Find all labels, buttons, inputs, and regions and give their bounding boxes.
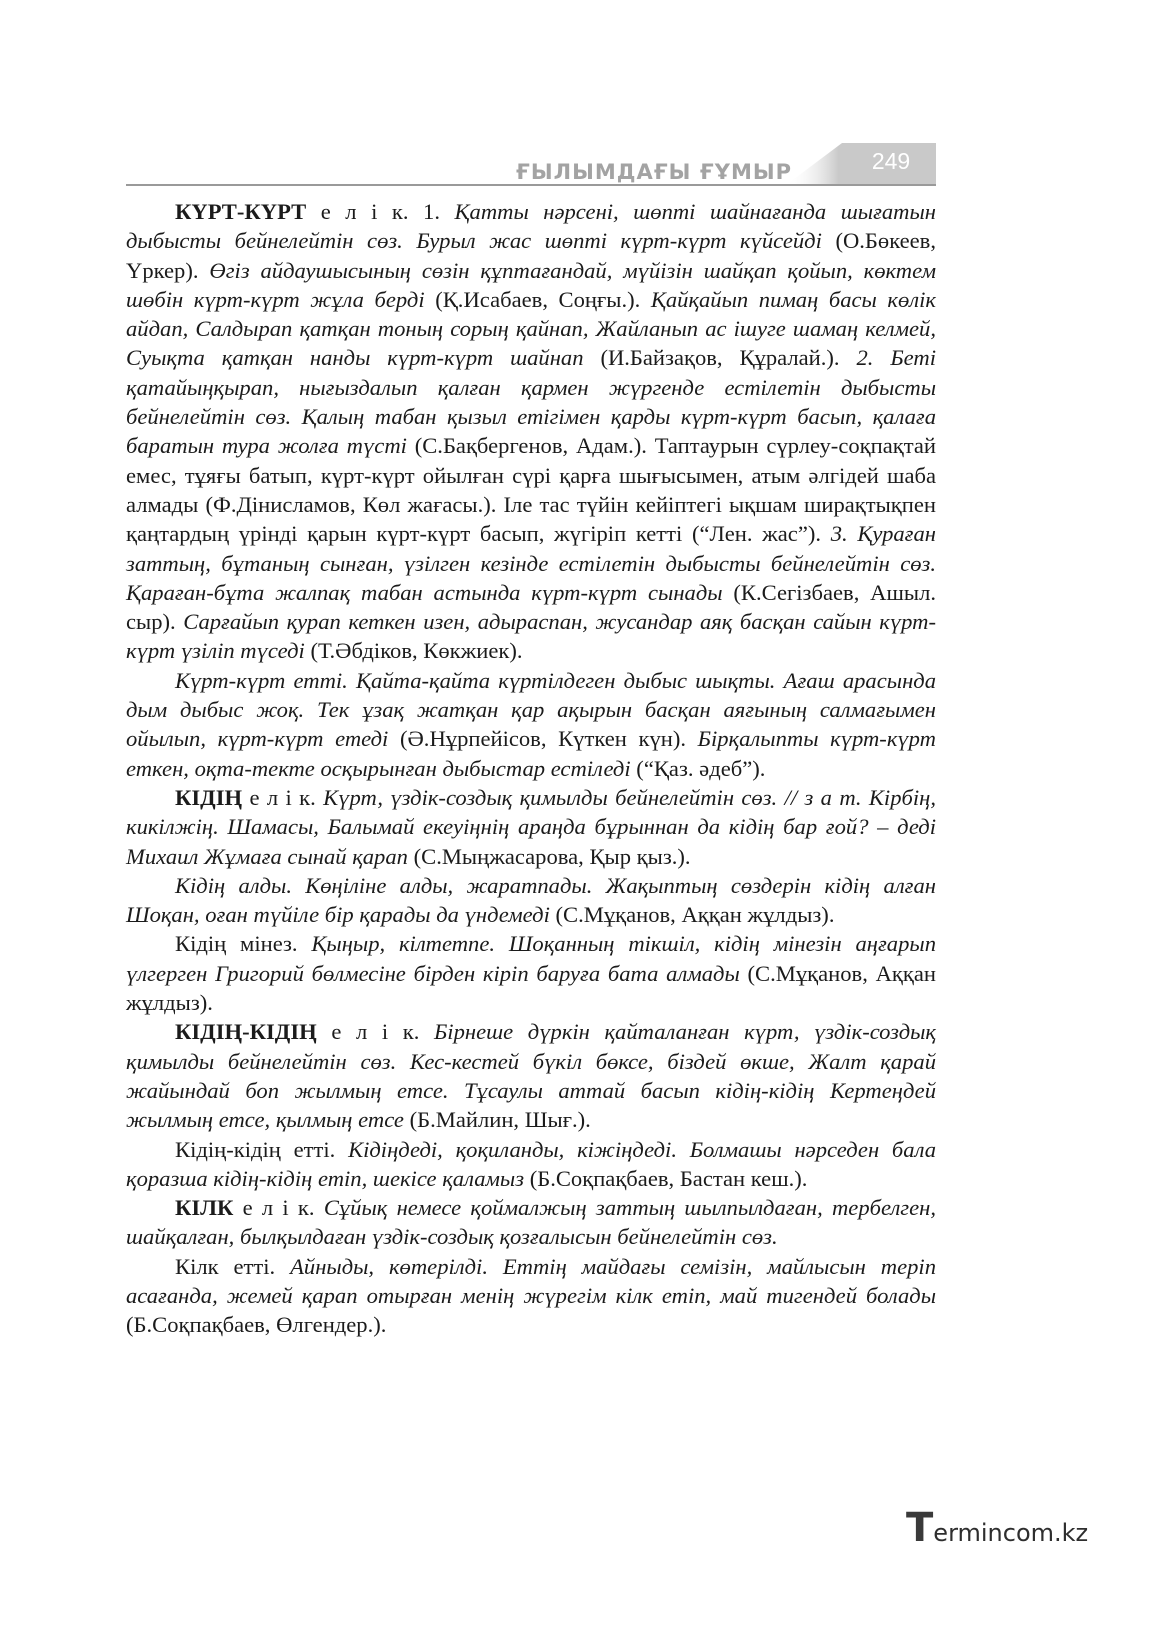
- citation-text: (“Қаз. әдеб”).: [630, 755, 766, 781]
- headword: КҮРТ-КҮРТ: [175, 199, 307, 224]
- definition-italic-text: Айныды, көтерілді. Еттің майдағы семізін, майлысын теріп асағанда, жемей қарап отырған менің жүрегім кілк етіп, май тигендей болады: [126, 1253, 936, 1308]
- dictionary-entry-paragraph: [126, 783, 936, 871]
- citation-text: (Б.Майлин, Шығ.).: [403, 1107, 591, 1133]
- termincom-logo: Termincom.kz: [906, 1505, 1089, 1551]
- page-number: 249: [871, 148, 911, 174]
- citation-text: е л і к.: [316, 1019, 434, 1045]
- headword: КІДІҢ-КІДІҢ: [175, 1019, 317, 1045]
- dictionary-entry-paragraph: [126, 929, 936, 1017]
- definition-italic-text: Күрт, үздік-создық қимылды бейнелейтін сөз. // з а т. Кірбің, кикілжің. Шамасы, Балымай екеуіңнің араңда бұрыннан да кідің бар ғой? – деді Михаил Жұмаға сынай қарап: [126, 784, 936, 869]
- definition-italic-text: Сарғайып қурап кеткен изен, адыраспан, жусандар аяқ басқан сайын күрт-күрт үзіліп түседі: [126, 609, 936, 664]
- citation-text: (О.Бөкеев, Үркер).: [126, 228, 936, 283]
- citation-text: Кідің-кідің етті.: [175, 1136, 349, 1162]
- headword: КІДІҢ: [175, 784, 243, 810]
- dictionary-entry-paragraph: [126, 1193, 936, 1252]
- citation-text: (К.Сегізбаев, Ашыл. сыр).: [126, 579, 936, 635]
- definition-italic-text: Бірнеше дүркін қайталанған күрт, үздік-создық қимылды бейнелейтін сөз. Кес-кестей бүкіл бөксе, біздей өкше, Жалт қарай жайындай боп жылмың етсе. Тұсаулы аттай басып кідің-кідің Кертеңдей жылмың етсе, қылмың етсе: [126, 1019, 936, 1133]
- dictionary-body: [126, 197, 936, 1340]
- dictionary-entry-paragraph: [126, 1135, 936, 1194]
- citation-text: (С.Бақбергенов, Адам.). Таптаурын сүрлеу-соқпақтай емес, тұяғы батып, күрт-күрт ойылған сүрі қарға шығысымен, атым әлгідей шаба алмады (Ф.Дінисламов, Көл жағасы.). Іле тас түйін кейіптегі ықшам ширақтықпен қаңтардың үрінді қарын күрт-күрт басып, жүгіріп кетті (“Лен. жас”).: [126, 433, 936, 547]
- definition-italic-text: Бірқалыпты күрт-күрт еткен, оқта-текте осқырынған дыбыстар естіледі: [126, 726, 936, 781]
- citation-text: (Б.Соқпақбаев, Өлгендер.).: [126, 1312, 387, 1338]
- running-header-title: ҒЫЛЫМДАҒЫ ҒҰМЫР: [515, 160, 792, 184]
- citation-text: (Ә.Нұрпейісов, Күткен күн).: [388, 726, 698, 752]
- definition-italic-text: Кідіңдеді, қоқиланды, кіжіңдеді. Болмашы нәрседен бала қоразша кідің-кідің етіп, шекісе қаламыз: [126, 1136, 936, 1191]
- dictionary-entry-paragraph: [126, 871, 936, 930]
- citation-text: е л і к.: [233, 1195, 324, 1221]
- dictionary-entry-paragraph: [126, 1017, 936, 1134]
- definition-italic-text: Өгіз айдаушысының сөзін құптағандай, мүйізін шайқап қойып, көктем шөбін күрт-күрт жұла берді: [126, 257, 936, 312]
- citation-text: (Қ.Исабаев, Соңғы.).: [424, 286, 651, 312]
- citation-text: (С.Мұқанов, Аққан жұлдыз).: [549, 902, 835, 928]
- definition-italic-text: Қатты нәрсені, шөпті шайнағанда шығатын дыбысты бейнелейтін сөз. Бурыл жас шөпті күрт-күрт күйсейді: [126, 199, 937, 254]
- citation-text: (Т.Әбдіков, Көкжиек).: [304, 638, 523, 664]
- dictionary-entry-paragraph: [126, 197, 936, 666]
- headword: КІЛК: [175, 1195, 234, 1221]
- citation-text: (Б.Соқпақбаев, Бастан кеш.).: [524, 1165, 808, 1191]
- definition-italic-text: 2. Беті қатайыңқырап, нығыздалып қалған қармен жүргенде естілетін дыбысты бейнелейтін сөз. Қалың табан қызыл етігімен қарды күрт-күрт басып, қалаға баратын тура жолға түсті: [126, 345, 936, 459]
- citation-text: е л і к.: [242, 784, 324, 810]
- definition-italic-text: Сұйық немесе қоймалжың заттың шылпылдаған, тербелген, шайқалған, былқылдаған үздік-создық қозғалысын бейнелейтін сөз.: [126, 1195, 937, 1250]
- dictionary-entry-paragraph: [126, 1252, 936, 1340]
- citation-text: (С.Мыңжасарова, Қыр қыз.).: [407, 843, 691, 869]
- definition-italic-text: Күрт-күрт етті. Қайта-қайта күртілдеген дыбыс шықты. Ағаш арасында дым дыбыс жоқ. Тек ұзақ жатқан қар ақырын басқан аяғының салмағымен ойылып, күрт-күрт етеді: [126, 667, 936, 752]
- definition-italic-text: 3. Қураған заттың, бұтаның сынған, үзілген кезінде естілетін дыбысты бейнелейтін сөз. Қараған-бұта жалпақ табан астында күрт-күрт сынады: [126, 521, 936, 605]
- citation-text: (И.Байзақов, Құралай.).: [583, 345, 857, 371]
- definition-italic-text: Кідің алды. Көңіліне алды, жаратпады. Жақыптың сөздерін кідің алған Шоқан, оған түйіле бір қарады да үндемеді: [126, 872, 936, 928]
- citation-text: Кілк етті.: [175, 1253, 291, 1279]
- citation-text: е л і к. 1.: [306, 199, 455, 224]
- citation-text: Кідің мінез.: [175, 931, 312, 957]
- definition-italic-text: Қайқайып пимаң басы көлік айдап, Салдырап қатқан тоның сорың қайнап, Жайланып ас ішуге шамаң келмей, Суықта қатқан нанды күрт-күрт шайнап: [126, 286, 936, 371]
- citation-text: (С.Мұқанов, Аққан жұлдыз).: [126, 960, 936, 1016]
- dictionary-entry-paragraph: [126, 666, 936, 783]
- definition-italic-text: Қыңыр, кілтетпе. Шоқанның тікшіл, кідің мінезін аңғарып үлгерген Григорий бөлмесіне бірден кіріп баруға бата алмады: [126, 931, 936, 986]
